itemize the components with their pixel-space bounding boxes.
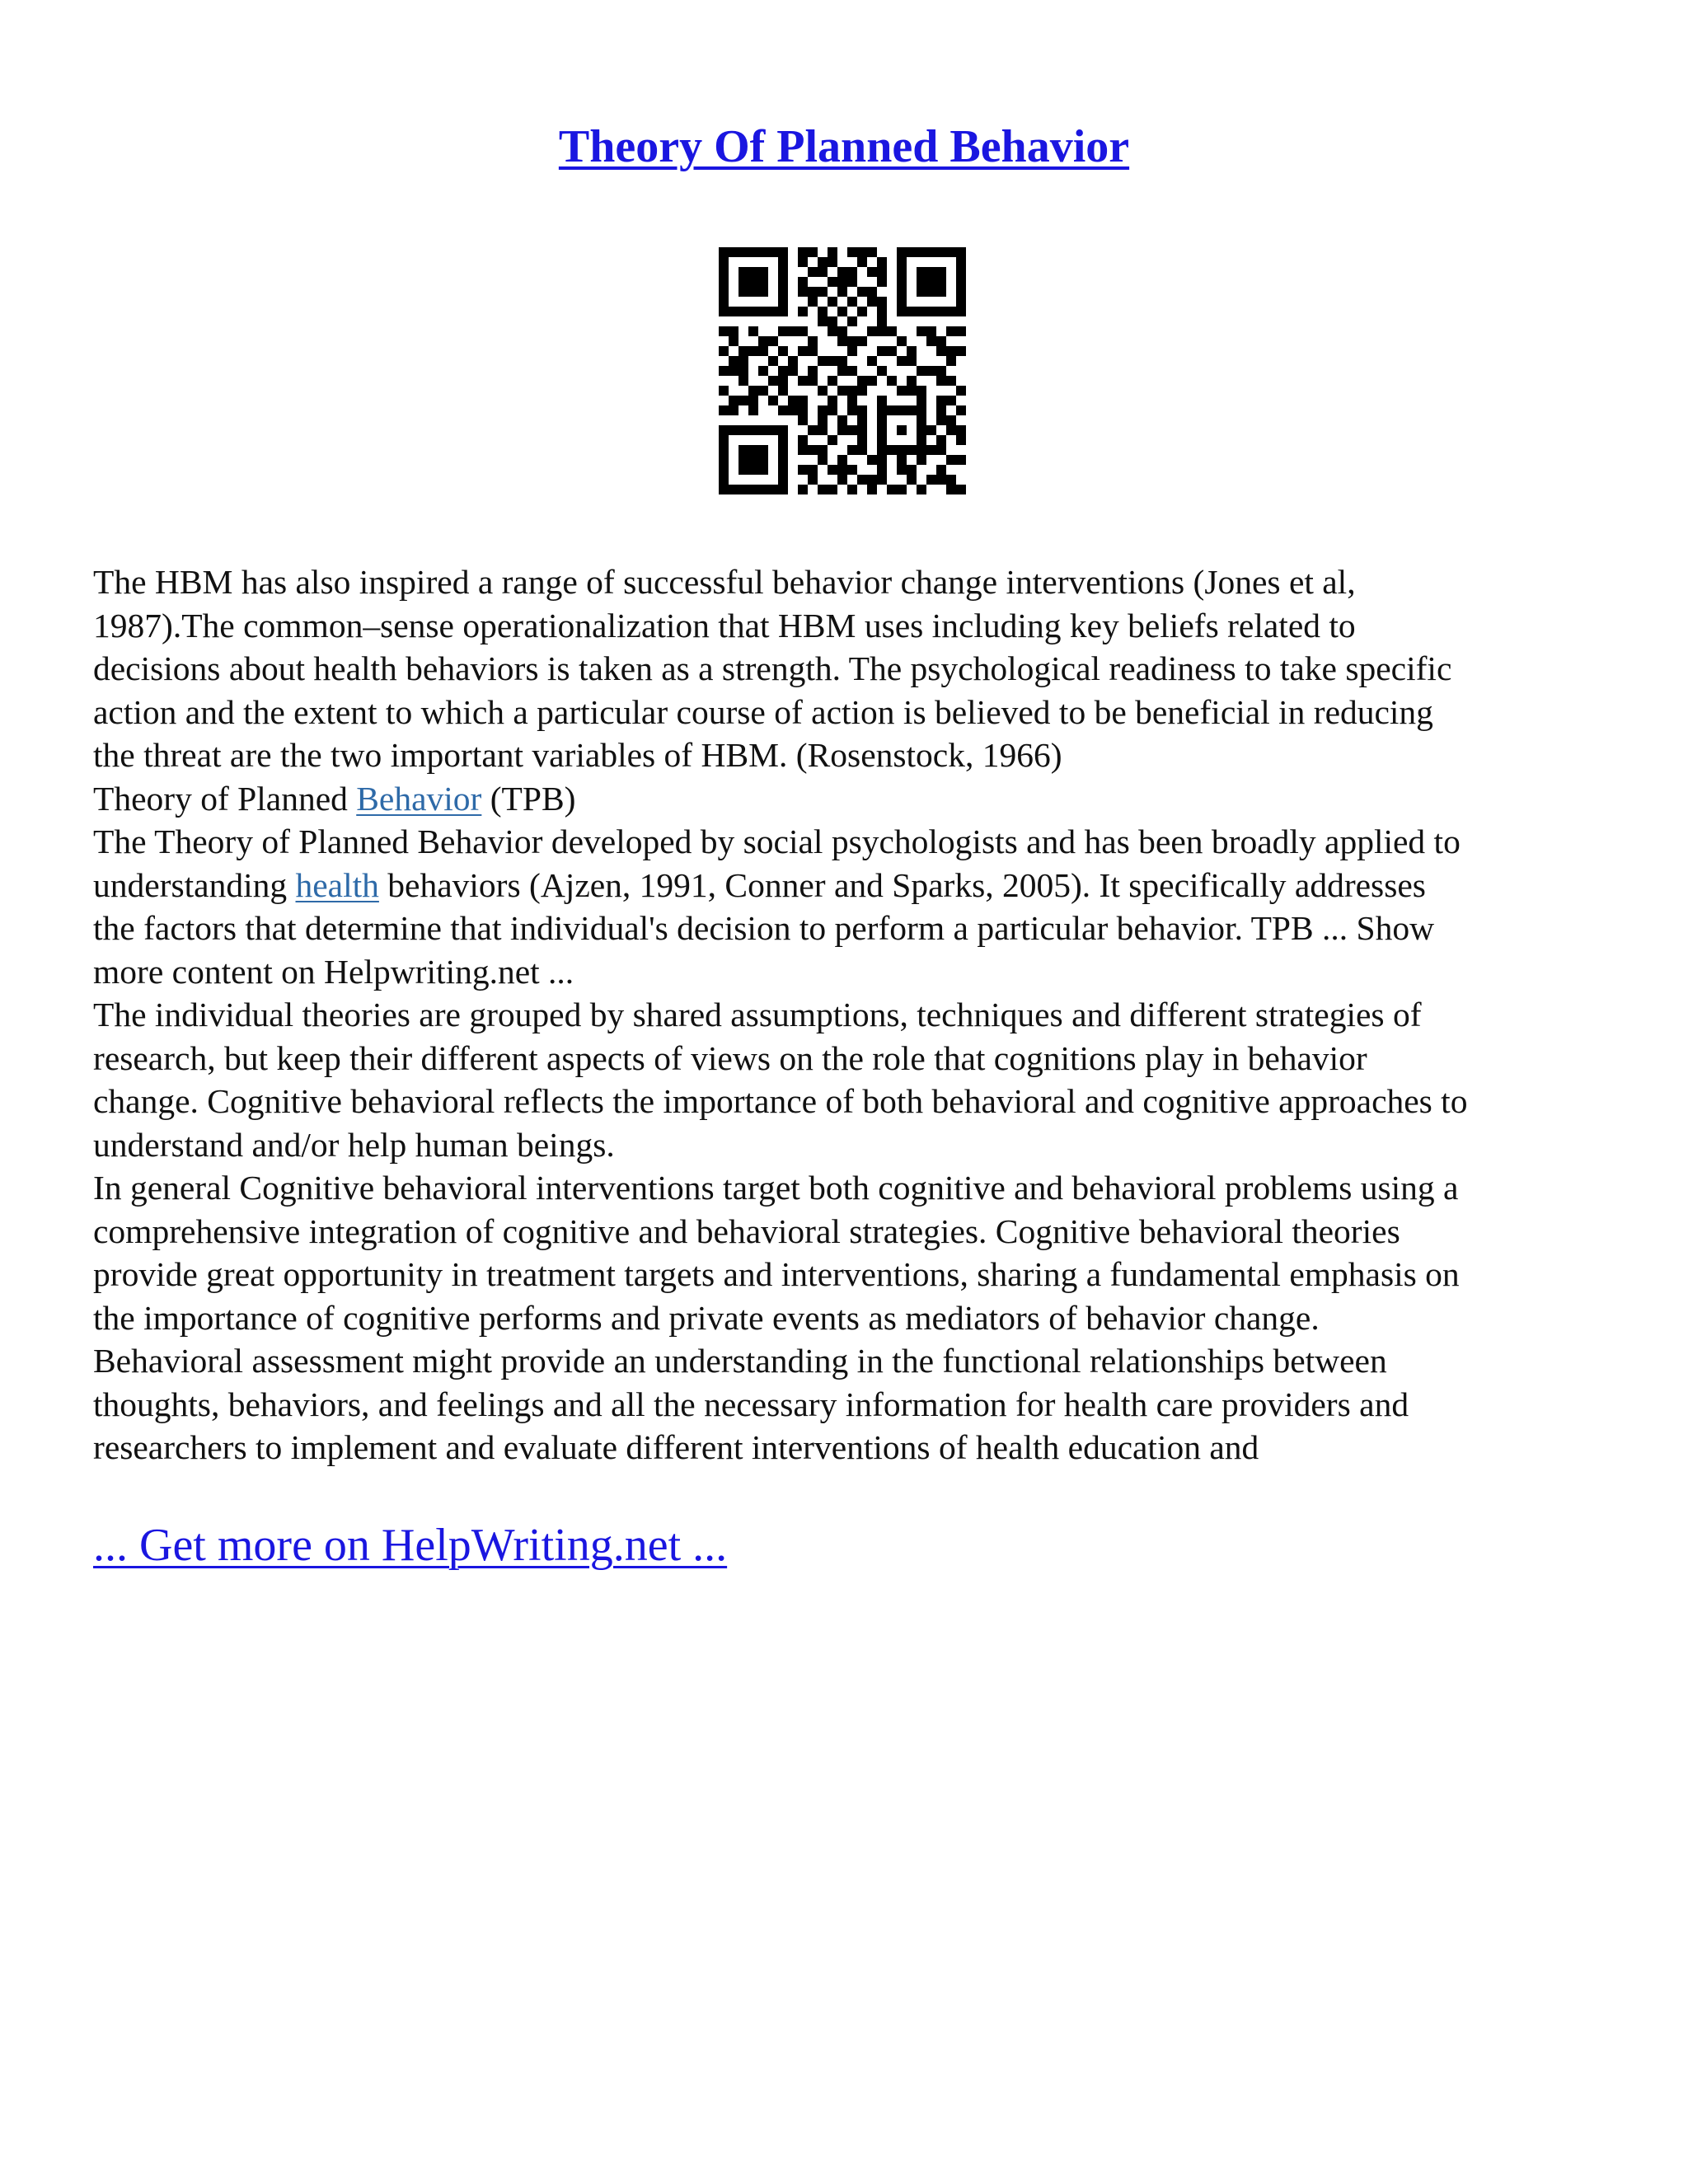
body-line: the factors that determine that individual's decision to perform a particular behavior. TPB ... Show [93, 909, 1435, 947]
body-text-fragment: behaviors (Ajzen, 1991, Conner and Sparks, 2005). It specifically addresses [378, 865, 1426, 904]
body-line: action and the extent to which a particular course of action is believed to be beneficial in reducing [93, 692, 1433, 731]
body-line: Behavioral assessment might provide an understanding in the functional relationships between [93, 1342, 1387, 1380]
body-line: The HBM has also inspired a range of successful behavior change interventions (Jones et al, [93, 563, 1356, 601]
body-line: researchers to implement and evaluate different interventions of health education and [93, 1428, 1259, 1466]
footer [93, 1512, 727, 1578]
body-line: the importance of cognitive performs and private events as mediators of behavior change. [93, 1298, 1320, 1337]
body-line: The Theory of Planned Behavior developed by social psychologists and has been broadly applied to [93, 823, 1461, 860]
body-text-fragment: (TPB) [481, 779, 576, 818]
body-line: change. Cognitive behavioral reflects the importance of both behavioral and cognitive approaches to [93, 1082, 1468, 1120]
article-body [93, 560, 1601, 1469]
health-link[interactable]: health [295, 865, 379, 904]
title-link[interactable]: Theory Of Planned Behavior [558, 121, 1130, 172]
body-line: 1987).The common–sense operationalization that HBM uses including key beliefs related to [93, 606, 1356, 644]
page-title [0, 114, 1688, 180]
body-text-fragment: Theory of Planned [93, 779, 357, 818]
body-line: more content on Helpwriting.net ... [93, 952, 574, 991]
body-line: research, but keep their different aspects of views on the role that cognitions play in behavior [93, 1038, 1367, 1077]
get-more-link[interactable]: ... Get more on HelpWriting.net ... [93, 1520, 728, 1571]
body-line: thoughts, behaviors, and feelings and all the necessary information for health care providers and [93, 1385, 1409, 1423]
body-line: The individual theories are grouped by shared assumptions, techniques and different strategies of [93, 996, 1422, 1033]
body-line: In general Cognitive behavioral interventions target both cognitive and behavioral problems using a [93, 1169, 1459, 1207]
body-line: understand and/or help human beings. [93, 1125, 615, 1164]
qr-code-icon [719, 247, 966, 494]
body-line: the threat are the two important variables of HBM. (Rosenstock, 1966) [93, 736, 1062, 774]
body-line-tpb-heading [93, 777, 1601, 821]
body-line: comprehensive integration of cognitive and behavioral strategies. Cognitive behavioral theories [93, 1212, 1400, 1250]
behavior-link[interactable]: Behavior [356, 779, 482, 818]
body-line: decisions about health behaviors is taken as a strength. The psychological readiness to take specific [93, 649, 1452, 687]
body-text-fragment: understanding [93, 865, 296, 904]
body-line: provide great opportunity in treatment targets and interventions, sharing a fundamental emphasis on [93, 1255, 1460, 1293]
body-line-health [93, 864, 1601, 907]
